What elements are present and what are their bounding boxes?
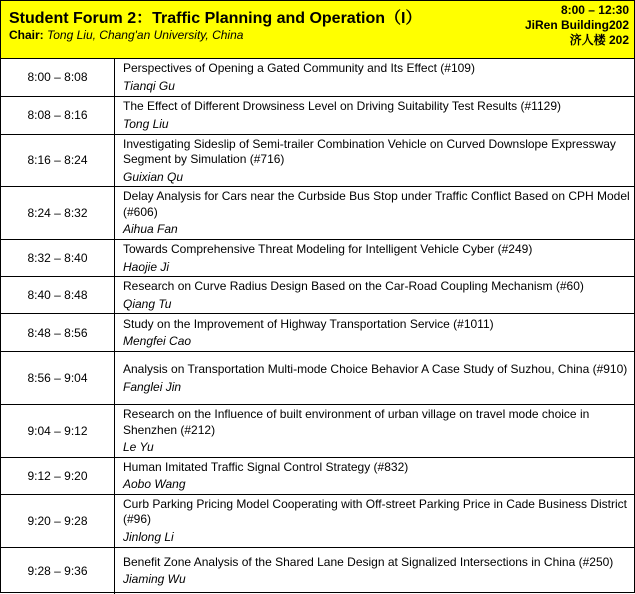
paper-cell: [115, 277, 635, 314]
paper-cell: [115, 187, 635, 240]
paper-author: Guixian Qu: [123, 169, 184, 184]
paper-author: Jinlong Li: [123, 529, 174, 544]
table-row: [1, 494, 634, 547]
time-cell: 8:16 – 8:24: [1, 134, 115, 187]
time-cell: 9:20 – 9:28: [1, 494, 115, 547]
chair-label: Chair:: [9, 28, 44, 42]
session-title: Student Forum 2：Traffic Planning and Operation（I）: [9, 10, 422, 27]
paper-title: Curb Parking Pricing Model Cooperating with Off-street Parking Price in Cade Business District (#96): [123, 496, 627, 527]
paper-author: Jiaming Wu: [123, 572, 186, 587]
paper-author: Qiang Tu: [123, 296, 172, 311]
time-cell: 8:24 – 8:32: [1, 187, 115, 240]
paper-cell: [115, 240, 635, 277]
paper-title: Investigating Sideslip of Semi-trailer Combination Vehicle on Curved Downslope Expressway Segment by Simulation (#716): [123, 136, 616, 166]
time-cell: 8:32 – 8:40: [1, 240, 115, 277]
session-info: [525, 3, 629, 48]
table-row: [1, 314, 634, 352]
paper-author: Mengfei Cao: [123, 334, 192, 348]
paper-cell: [115, 59, 635, 96]
paper-cell: [115, 405, 635, 458]
paper-author: Le Yu: [123, 440, 154, 454]
table-row: [1, 187, 634, 240]
paper-title: Benefit Zone Analysis of the Shared Lane Design at Signalized Intersections in China (#250): [123, 554, 614, 569]
paper-author: Haojie Ji: [123, 259, 170, 274]
session-chair: [9, 28, 243, 42]
time-cell: 8:48 – 8:56: [1, 314, 115, 352]
paper-cell: [115, 494, 635, 547]
paper-author: Tianqi Gu: [123, 78, 175, 93]
paper-title: Delay Analysis for Cars near the Curbside Bus Stop under Traffic Conflict Based on CPH Model (#606): [123, 189, 630, 219]
session-header: [1, 1, 634, 59]
table-row: [1, 59, 634, 96]
paper-title: Analysis on Transportation Multi-mode Choice Behavior A Case Study of Suzhou, China (#910): [123, 362, 628, 376]
paper-title: Human Imitated Traffic Signal Control Strategy (#832): [123, 459, 409, 474]
paper-cell: [115, 547, 635, 594]
paper-title: Perspectives of Opening a Gated Community and Its Effect (#109): [123, 61, 475, 76]
paper-author: Aobo Wang: [123, 477, 186, 491]
paper-title: Study on the Improvement of Highway Transportation Service (#1011): [123, 316, 494, 331]
paper-title: The Effect of Different Drowsiness Level on Driving Suitability Test Results (#1129): [123, 99, 561, 113]
table-row: [1, 405, 634, 458]
time-cell: 9:12 – 9:20: [1, 457, 115, 494]
paper-cell: [115, 457, 635, 494]
chair-value: Tong Liu, Chang'an University, China: [47, 28, 244, 42]
table-row: [1, 134, 634, 187]
paper-author: Tong Liu: [123, 116, 169, 131]
paper-title: Research on Curve Radius Design Based on the Car-Road Coupling Mechanism (#60): [123, 279, 584, 293]
paper-title: Towards Comprehensive Threat Modeling for Intelligent Vehicle Cyber (#249): [123, 242, 533, 256]
time-cell: 9:28 – 9:36: [1, 547, 115, 594]
paper-cell: [115, 352, 635, 405]
table-row: [1, 547, 634, 594]
table-row: [1, 240, 634, 277]
time-cell: 8:00 – 8:08: [1, 59, 115, 96]
session-room: JiRen Building202: [524, 18, 629, 32]
table-row: [1, 457, 634, 494]
session-time: 8:00 – 12:30: [560, 3, 629, 17]
paper-cell: [115, 96, 635, 134]
table-row: [1, 96, 634, 134]
time-cell: 8:08 – 8:16: [1, 96, 115, 134]
paper-title: Research on the Influence of built environment of urban village on travel mode choice in Shenzhen (#212): [123, 407, 590, 437]
session-room-chinese: 济人楼 202: [569, 33, 629, 47]
table-row: [1, 352, 634, 405]
paper-cell: [115, 314, 635, 352]
time-cell: 8:40 – 8:48: [1, 277, 115, 314]
paper-author: Aihua Fan: [123, 222, 178, 237]
time-cell: 8:56 – 9:04: [1, 352, 115, 405]
time-cell: 9:04 – 9:12: [1, 405, 115, 458]
table-row: [1, 277, 634, 314]
paper-cell: [115, 134, 635, 187]
schedule-table: [1, 59, 634, 594]
paper-author: Fanglei Jin: [123, 379, 182, 394]
